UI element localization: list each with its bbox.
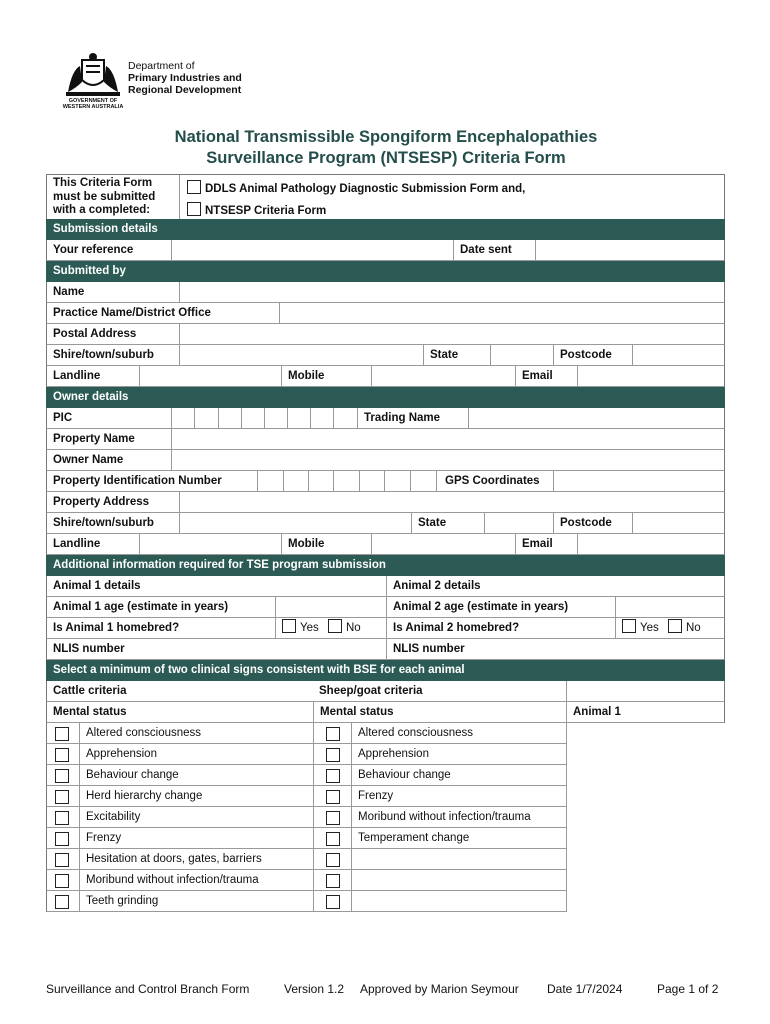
your-reference-field[interactable] [171, 240, 453, 260]
postal-field[interactable] [179, 324, 726, 344]
cattle-sign-checkbox-cell[interactable] [47, 807, 79, 827]
animal-1-homebred-options [275, 618, 386, 638]
submission-header-label: Submission details [53, 223, 158, 235]
date-sent-label: Date sent [453, 240, 512, 260]
owner-name-label: Owner Name [53, 454, 124, 466]
animal-1-yes-checkbox[interactable] [282, 619, 296, 633]
option-ntsesp-label: NTSESP Criteria Form [205, 205, 327, 217]
property-name-label: Property Name [53, 433, 135, 445]
sheep-sign-checkbox-cell[interactable] [313, 849, 351, 869]
animal-2-age-label: Animal 2 age (estimate in years) [386, 597, 568, 617]
sign-row [46, 765, 725, 786]
submitter-landline-field[interactable] [139, 366, 281, 386]
pin-box-2[interactable] [283, 471, 308, 491]
sheep-sign-checkbox[interactable] [326, 895, 340, 909]
sheep-sign-checkbox[interactable] [326, 790, 340, 804]
additional-header-label: Additional information required for TSE program submission [53, 559, 386, 571]
pic-box-6[interactable] [287, 408, 310, 428]
intro-section [46, 174, 725, 219]
animal-1-sign-field[interactable] [566, 807, 726, 828]
title-line-1: National Transmissible Spongiform Encephalopathies [174, 128, 598, 146]
cattle-sign-checkbox[interactable] [55, 790, 69, 804]
cattle-sign-checkbox-cell[interactable] [47, 744, 79, 764]
cattle-sign-checkbox-cell[interactable] [47, 891, 79, 911]
animal-2-no-label: No [685, 622, 701, 634]
submitter-name-row [46, 282, 725, 303]
animal-1-sign-field[interactable] [566, 891, 726, 912]
sheep-sign-label: Frenzy [351, 786, 566, 806]
submitter-email-label: Email [515, 366, 553, 386]
owner-shire-label: Shire/town/suburb [53, 517, 154, 529]
practice-field[interactable] [279, 303, 726, 323]
submitter-shire-label: Shire/town/suburb [53, 349, 154, 361]
government-label [62, 98, 124, 110]
submitter-shire-row [46, 345, 725, 366]
submitter-state-label: State [423, 345, 458, 365]
option-ntsesp[interactable] [187, 202, 326, 217]
animal-1-column-label: Animal 1 [566, 702, 621, 722]
sheep-sign-label [351, 891, 566, 911]
animal-1-details-label: Animal 1 details [53, 580, 141, 592]
footer-version: Version 1.2 [284, 982, 345, 996]
submitter-name-label: Name [53, 286, 85, 298]
postal-row [46, 324, 725, 345]
sign-row [46, 891, 725, 912]
pin-row [46, 471, 725, 492]
cattle-sign-label: Altered consciousness [79, 723, 313, 743]
cattle-sign-label: Apprehension [79, 744, 313, 764]
property-address-row [46, 492, 725, 513]
criteria-form [46, 174, 725, 912]
submitted-by-header [46, 261, 725, 282]
signs-header [46, 660, 725, 681]
sheep-sign-checkbox-cell[interactable] [313, 870, 351, 890]
sheep-sign-label: Temperament change [351, 828, 566, 848]
animal-details-row [46, 576, 725, 597]
sheep-sign-checkbox[interactable] [326, 832, 340, 846]
cattle-sign-checkbox-cell[interactable] [47, 765, 79, 785]
sheep-sign-checkbox-cell[interactable] [313, 723, 351, 743]
trading-name-label: Trading Name [357, 408, 440, 428]
cattle-sign-checkbox[interactable] [55, 811, 69, 825]
intro-label-1: This Criteria Form [53, 177, 153, 189]
submission-row [46, 240, 725, 261]
page-title [46, 127, 726, 169]
trading-name-field[interactable] [468, 408, 726, 428]
footer-page: Page 1 of 2 [657, 982, 719, 996]
owner-state-field[interactable] [484, 513, 553, 533]
coat-of-arms-icon [62, 52, 124, 98]
pic-box-7[interactable] [310, 408, 333, 428]
sign-row [46, 744, 725, 765]
owner-shire-field[interactable] [179, 513, 411, 533]
animal-1-sign-field[interactable] [566, 849, 726, 870]
sign-row [46, 870, 725, 891]
sheep-sign-label: Apprehension [351, 744, 566, 764]
cattle-sign-checkbox-cell[interactable] [47, 828, 79, 848]
animal-1-nlis-label: NLIS number [53, 643, 125, 655]
sheep-sign-checkbox-cell[interactable] [313, 786, 351, 806]
pic-box-4[interactable] [241, 408, 264, 428]
pic-row [46, 408, 725, 429]
cattle-sign-checkbox[interactable] [55, 727, 69, 741]
sign-row [46, 786, 725, 807]
owner-header-label: Owner details [53, 391, 129, 403]
cattle-sign-label: Moribund without infection/trauma [79, 870, 313, 890]
additional-header [46, 555, 725, 576]
animal-2-yes-label: Yes [640, 622, 659, 634]
property-name-row [46, 429, 725, 450]
owner-phone-row [46, 534, 725, 555]
department-name [128, 60, 242, 96]
title-line-2: Surveillance Program (NTSESP) Criteria Form [206, 149, 566, 167]
cattle-sign-label: Behaviour change [79, 765, 313, 785]
owner-state-label: State [411, 513, 446, 533]
sheep-sign-label: Altered consciousness [351, 723, 566, 743]
sign-row [46, 723, 725, 744]
animal-1-sign-field[interactable] [566, 765, 726, 786]
sheep-sign-checkbox[interactable] [326, 853, 340, 867]
animal-1-age-label: Animal 1 age (estimate in years) [53, 601, 229, 613]
cattle-sign-label: Excitability [79, 807, 313, 827]
submitter-landline-label: Landline [53, 370, 101, 382]
gov-line-2: WESTERN AUSTRALIA [62, 104, 124, 110]
mental-status-row [46, 702, 725, 723]
animal-1-yes-label: Yes [300, 622, 319, 634]
animal-1-sign-field[interactable] [566, 786, 726, 807]
sheep-sign-checkbox-cell[interactable] [313, 891, 351, 911]
owner-mobile-label: Mobile [281, 534, 324, 554]
animal-2-homebred-label: Is Animal 2 homebred? [386, 618, 519, 638]
nlis-row [46, 639, 725, 660]
sheep-sign-label [351, 870, 566, 890]
dept-line-2: Primary Industries and [128, 72, 242, 84]
your-reference-label: Your reference [53, 244, 134, 256]
cattle-mental-status-label: Mental status [53, 706, 127, 718]
sheep-sign-checkbox[interactable] [326, 727, 340, 741]
animal-1-homebred-label: Is Animal 1 homebred? [53, 622, 180, 634]
org-logo [62, 52, 252, 114]
pic-box-1[interactable] [171, 408, 194, 428]
gps-label: GPS Coordinates [436, 471, 540, 491]
pic-box-2[interactable] [194, 408, 218, 428]
sheep-sign-checkbox[interactable] [326, 811, 340, 825]
homebred-row [46, 618, 725, 639]
submitter-email-field[interactable] [577, 366, 726, 386]
pic-box-8[interactable] [333, 408, 357, 428]
animal-1-no-label: No [345, 622, 361, 634]
sheep-mental-status-label: Mental status [313, 702, 394, 722]
footer-date: Date 1/7/2024 [547, 982, 623, 996]
owner-postcode-field[interactable] [632, 513, 726, 533]
cattle-sign-checkbox[interactable] [55, 895, 69, 909]
animal-2-age-field[interactable] [615, 597, 726, 617]
cattle-sign-checkbox-cell[interactable] [47, 786, 79, 806]
ntsesp-checkbox[interactable] [187, 202, 201, 216]
animal-1-sign-field[interactable] [566, 870, 726, 891]
signs-header-label: Select a minimum of two clinical signs consistent with BSE for each animal [53, 664, 465, 676]
ddls-checkbox[interactable] [187, 180, 201, 194]
cattle-sign-checkbox-cell[interactable] [47, 870, 79, 890]
property-address-field[interactable] [179, 492, 726, 512]
owner-header [46, 387, 725, 408]
pin-box-3[interactable] [308, 471, 333, 491]
submitter-mobile-field[interactable] [371, 366, 515, 386]
pic-label: PIC [53, 412, 73, 424]
cattle-sign-checkbox-cell[interactable] [47, 849, 79, 869]
owner-mobile-field[interactable] [371, 534, 515, 554]
intro-label-3: with a completed: [53, 204, 151, 216]
sheep-sign-checkbox-cell[interactable] [313, 765, 351, 785]
sheep-sign-label: Moribund without infection/trauma [351, 807, 566, 827]
owner-name-field[interactable] [171, 450, 726, 470]
criteria-heading-row [46, 681, 725, 702]
submitter-postcode-label: Postcode [553, 345, 612, 365]
sheep-sign-checkbox-cell[interactable] [313, 807, 351, 827]
cattle-sign-checkbox[interactable] [55, 874, 69, 888]
submitter-name-field[interactable] [179, 282, 726, 302]
pic-box-5[interactable] [264, 408, 287, 428]
sign-row [46, 849, 725, 870]
cattle-sign-checkbox-cell[interactable] [47, 723, 79, 743]
cattle-sign-checkbox[interactable] [55, 832, 69, 846]
cattle-sign-label: Herd hierarchy change [79, 786, 313, 806]
dept-line-3: Regional Development [128, 84, 242, 96]
submitted-by-header-label: Submitted by [53, 265, 126, 277]
intro-label [53, 177, 155, 218]
pin-box-5[interactable] [359, 471, 384, 491]
sheep-sign-checkbox-cell[interactable] [313, 744, 351, 764]
owner-email-label: Email [515, 534, 553, 554]
submission-header [46, 219, 725, 240]
pic-box-3[interactable] [218, 408, 241, 428]
footer-branch: Surveillance and Control Branch Form [46, 982, 250, 996]
pin-box-4[interactable] [333, 471, 359, 491]
animal-age-row [46, 597, 725, 618]
cattle-sign-checkbox[interactable] [55, 748, 69, 762]
animal-2-homebred-options [615, 618, 726, 638]
signs-list [46, 723, 725, 912]
animal-2-yes-checkbox[interactable] [622, 619, 636, 633]
sheep-sign-checkbox[interactable] [326, 769, 340, 783]
footer-approved: Approved by Marion Seymour [360, 982, 519, 996]
animal-1-sign-field[interactable] [566, 744, 726, 765]
animal-2-nlis-label: NLIS number [386, 639, 465, 659]
animal-1-no-checkbox[interactable] [328, 619, 342, 633]
dept-line-1: Department of [128, 60, 195, 72]
submitter-phone-row [46, 366, 725, 387]
practice-label: Practice Name/District Office [53, 307, 211, 319]
animal-2-details-label: Animal 2 details [386, 576, 481, 596]
animal-1-heading-blank [566, 681, 726, 701]
sheep-sign-label [351, 849, 566, 869]
gov-line-1: GOVERNMENT OF [68, 98, 118, 104]
animal-1-age-field[interactable] [275, 597, 386, 617]
sheep-sign-label: Behaviour change [351, 765, 566, 785]
sheep-sign-checkbox[interactable] [326, 748, 340, 762]
date-sent-field[interactable] [535, 240, 726, 260]
pin-label: Property Identification Number [53, 475, 222, 487]
intro-label-2: must be submitted [53, 190, 156, 203]
animal-1-sign-field[interactable] [566, 723, 726, 744]
property-address-label: Property Address [53, 496, 150, 508]
property-name-field[interactable] [171, 429, 726, 449]
cattle-sign-label: Teeth grinding [79, 891, 313, 911]
owner-postcode-label: Postcode [553, 513, 612, 533]
sheep-sign-checkbox[interactable] [326, 874, 340, 888]
sheep-sign-checkbox-cell[interactable] [313, 828, 351, 848]
sheep-criteria-label: Sheep/goat criteria [319, 685, 423, 697]
sign-row [46, 807, 725, 828]
submitter-shire-field[interactable] [179, 345, 423, 365]
postal-label: Postal Address [53, 328, 137, 340]
submitter-mobile-label: Mobile [281, 366, 324, 386]
submitter-postcode-field[interactable] [632, 345, 726, 365]
animal-2-no-checkbox[interactable] [668, 619, 682, 633]
owner-email-field[interactable] [577, 534, 726, 554]
owner-landline-field[interactable] [139, 534, 281, 554]
owner-name-row [46, 450, 725, 471]
option-ddls[interactable] [187, 180, 525, 195]
cattle-sign-label: Frenzy [79, 828, 313, 848]
practice-row [46, 303, 725, 324]
submitter-state-field[interactable] [490, 345, 553, 365]
pin-box-1[interactable] [257, 471, 283, 491]
cattle-criteria-label: Cattle criteria [53, 685, 127, 697]
owner-shire-row [46, 513, 725, 534]
cattle-sign-checkbox[interactable] [55, 769, 69, 783]
owner-landline-label: Landline [53, 538, 101, 550]
option-ddls-label: DDLS Animal Pathology Diagnostic Submission Form and, [205, 183, 526, 195]
pin-box-6[interactable] [384, 471, 410, 491]
gps-field[interactable] [553, 471, 726, 491]
animal-1-sign-field[interactable] [566, 828, 726, 849]
cattle-sign-label: Hesitation at doors, gates, barriers [79, 849, 313, 869]
pin-box-7[interactable] [410, 471, 436, 491]
sign-row [46, 828, 725, 849]
cattle-sign-checkbox[interactable] [55, 853, 69, 867]
